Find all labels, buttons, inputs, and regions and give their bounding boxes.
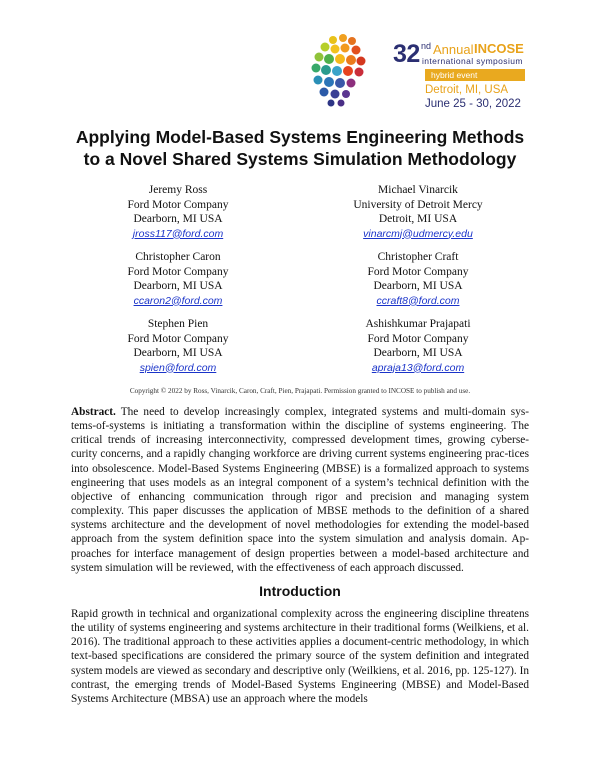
paper-title — [40, 126, 560, 170]
author-block — [63, 183, 293, 241]
author-org: Ford Motor Company — [367, 332, 469, 345]
author-org: Ford Motor Company — [127, 265, 229, 278]
author-location: Detroit, MI USA — [378, 213, 458, 225]
incose-logo — [300, 28, 560, 113]
logo-edition-suffix: nd — [421, 41, 432, 51]
author-name: Christopher Craft — [377, 251, 459, 263]
abstract — [71, 405, 529, 575]
logo-event: international symposium — [422, 56, 523, 66]
author-name: Jeremy Ross — [148, 184, 208, 196]
author-email-link[interactable]: jross117@ford.com — [132, 227, 224, 240]
author-email-link[interactable]: spien@ford.com — [139, 361, 217, 374]
author-location: Dearborn, MI USA — [373, 280, 463, 292]
author-email-link[interactable]: apraja13@ford.com — [371, 361, 465, 374]
section-heading: Introduction — [259, 583, 341, 599]
author-name: Michael Vinarcik — [378, 184, 458, 196]
author-block — [303, 317, 533, 375]
author-name: Ashishkumar Prajapati — [365, 318, 471, 330]
title-line-2: to a Novel Shared Systems Simulation Methodology — [83, 149, 517, 169]
author-location: Dearborn, MI USA — [133, 213, 223, 225]
author-org: University of Detroit Mercy — [353, 198, 483, 211]
author-name: Christopher Caron — [135, 251, 221, 263]
logo-hybrid-badge: hybrid event — [425, 69, 525, 81]
author-email-link[interactable]: ccaron2@ford.com — [133, 294, 223, 307]
author-org: Ford Motor Company — [127, 332, 229, 345]
author-block — [63, 317, 293, 375]
abstract-text: The need to develop increasingly complex, integrated systems and multi-domain sys-tems-of-systems is initiating a transformation within the discipline of systems engineering. The critical trends of increasing interconnectivity, compressed development times, growing cyberse-curity concerns, and a rapidly changing workforce are driving current systems engineering prac-tices into obsolescence. Model-Based Systems Engineering (MBSE) is a formalized approach to systems engineering that uses models as an integral component of a system’s technical definition with the objective of enhancing communication through rigor and precision and managing system complexity. This paper discusses the application of MBSE methods to the definition of a shared systems architecture and the development of novel methodologies for extending the model-based approach from the system definition space into the system simulation and analysis domain. Ap-proaches for interface management of design properties between a model-based architecture and system simulation will be reviewed, with the effectiveness of each approach discussed. — [71, 406, 529, 574]
copyright-notice: Copyright © 2022 by Ross, Vinarcik, Caron, Craft, Pien, Prajapati. Permission granted to INCOSE to publish and use. — [129, 387, 471, 395]
introduction-text: Rapid growth in technical and organizational complexity across the engineering discipline threatens the utility of systems engineering and systems architecture in their traditional forms (Weilkiens, et al. 2016). The traditional approach to these activities applies a document-centric methodology, in which text-based specifications are considered the primary source of the system definition and integrated system models are viewed as secondary and descriptive only (Weilkiens, et al. 2016, pp. 125-127). In contrast, the emerging trends of Model-Based Systems Engineering (MBSE) and Model-Based Systems Architecture (MBSA) use an approach where the models — [71, 608, 529, 705]
author-location: Dearborn, MI USA — [133, 280, 223, 292]
logo-date: June 25 - 30, 2022 — [425, 98, 521, 110]
title-line-1: Applying Model-Based Systems Engineering Methods — [75, 127, 525, 147]
author-block — [303, 250, 533, 308]
author-email-link[interactable]: ccraft8@ford.com — [376, 294, 460, 307]
author-org: Ford Motor Company — [127, 198, 229, 211]
author-block — [63, 250, 293, 308]
logo-city: Detroit, MI, USA — [425, 84, 509, 96]
author-block — [303, 183, 533, 241]
logo-annual: Annual — [433, 42, 474, 57]
abstract-label: Abstract. — [71, 406, 116, 418]
author-email-link[interactable]: vinarcmj@udmercy.edu — [363, 227, 473, 240]
author-org: Ford Motor Company — [367, 265, 469, 278]
author-location: Dearborn, MI USA — [133, 347, 223, 359]
logo-graphic-icon — [300, 28, 392, 113]
logo-org: INCOSE — [474, 41, 524, 56]
author-name: Stephen Pien — [147, 318, 209, 330]
author-location: Dearborn, MI USA — [373, 347, 463, 359]
logo-edition: 32 — [393, 40, 420, 68]
